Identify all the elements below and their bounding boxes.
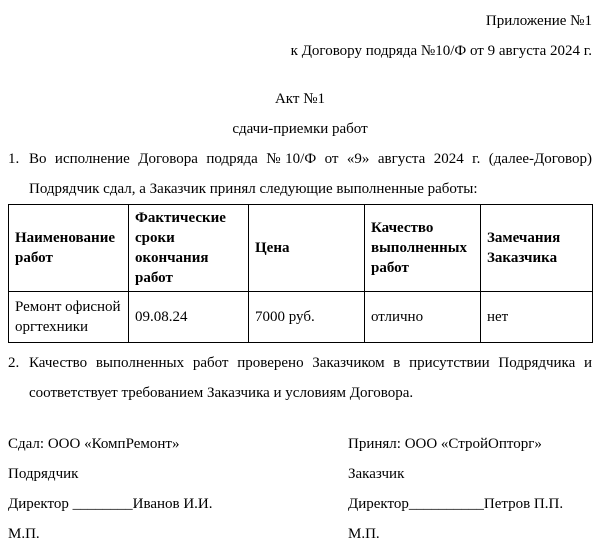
clause-1-line-2: Подрядчик сдал, а Заказчик принял следующие выполненные работы: (29, 181, 478, 197)
customer-signature-line: Директор__________Петров П.П. (348, 496, 564, 512)
contractor-role-label: Подрядчик (8, 466, 79, 482)
cell-work-quality: отлично (365, 292, 481, 343)
header-cell-price: Цена (249, 205, 365, 292)
customer-seal-label: М.П. (348, 526, 380, 542)
header-cell-actual-dates: Фактические сроки окончания работ (129, 205, 249, 292)
cell-price: 7000 руб. (249, 292, 365, 343)
customer-signature-column (348, 429, 592, 549)
clause-2-text (29, 348, 592, 408)
cell-actual-date: 09.08.24 (129, 292, 249, 343)
signature-block (8, 429, 592, 549)
contractor-party-line: Сдал: ООО «КомпРемонт» (8, 436, 180, 452)
clause-1-number: 1. (8, 151, 20, 167)
header-cell-work-quality: Качество выполненных работ (365, 205, 481, 292)
header-cell-remarks: Замечания Заказчика (481, 205, 593, 292)
cell-remarks: нет (481, 292, 593, 343)
customer-role-label: Заказчик (348, 466, 405, 482)
clause-1 (8, 144, 592, 204)
clause-1-text (29, 144, 592, 204)
works-table (8, 204, 593, 343)
document-title: Акт №1 (274, 91, 326, 107)
document-header (8, 6, 592, 66)
contractor-seal-label: М.П. (8, 526, 40, 542)
clause-1-line-1: Во исполнение Договора подряда №10/Ф от «9» августа 2024 г. (далее-Договор) (29, 151, 592, 167)
cell-work-name: Ремонт офисной оргтехники (9, 292, 129, 343)
contractor-signature-line: Директор ________Иванов И.И. (8, 496, 213, 512)
clause-2 (8, 348, 592, 408)
appendix-label: Приложение №1 (485, 13, 592, 29)
contractor-signature-column (8, 429, 348, 549)
document-subtitle: сдачи-приемки работ (232, 121, 368, 137)
clause-2-line-2: соответствует требованием Заказчика и условиям Договора. (29, 385, 414, 401)
header-cell-work-name: Наименование работ (9, 205, 129, 292)
clause-2-number: 2. (8, 355, 20, 371)
contract-reference: к Договору подряда №10/Ф от 9 августа 2024 г. (290, 43, 592, 59)
works-table-header-row (9, 205, 593, 292)
works-table-row (9, 292, 593, 343)
clause-2-line-1: Качество выполненных работ проверено Заказчиком в присутствии Подрядчика и (29, 355, 592, 371)
customer-party-line: Принял: ООО «СтройОпторг» (348, 436, 542, 452)
title-block (8, 84, 592, 144)
